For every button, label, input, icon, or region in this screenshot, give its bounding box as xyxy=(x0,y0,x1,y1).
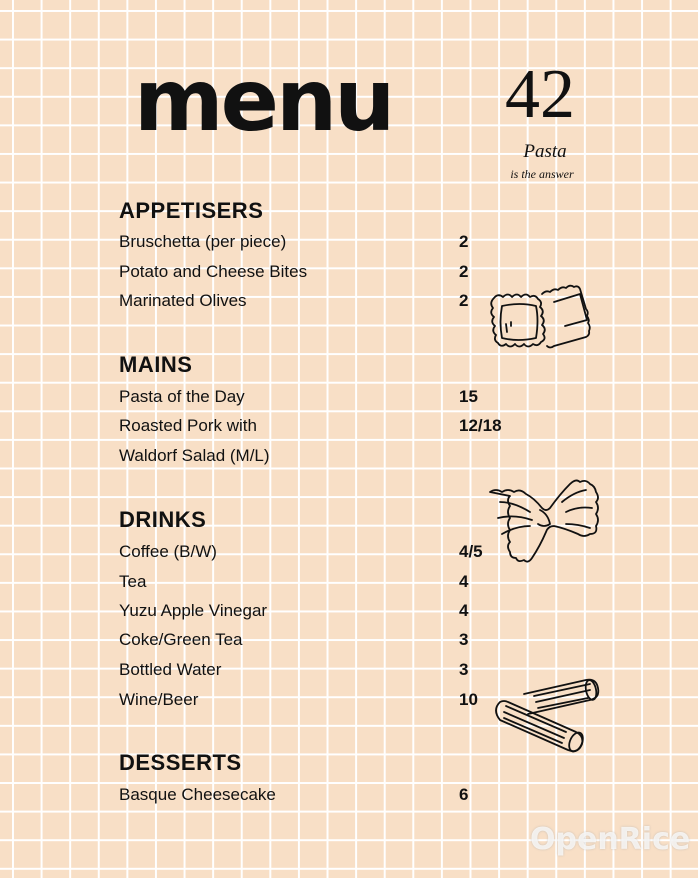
item-name: Tea xyxy=(119,572,147,591)
item-price: 2 xyxy=(459,232,469,251)
item-name: Marinated Olives xyxy=(119,291,247,310)
item-name: Waldorf Salad (M/L) xyxy=(119,446,270,465)
item-price: 4 xyxy=(459,572,469,591)
section-title-appetisers: APPETISERS xyxy=(119,198,264,223)
menu-item xyxy=(119,445,519,467)
brand-number: 42 xyxy=(505,56,575,133)
section-title-desserts: DESSERTS xyxy=(119,750,242,775)
section-title-drinks: DRINKS xyxy=(119,507,207,532)
menu-item xyxy=(119,689,519,711)
menu-item xyxy=(119,386,519,408)
item-name: Pasta of the Day xyxy=(119,387,245,406)
brand-tagline: is the answer xyxy=(510,167,574,181)
item-name: Bruschetta (per piece) xyxy=(119,232,287,251)
item-name: Roasted Pork with xyxy=(119,416,257,435)
item-price: 2 xyxy=(459,262,469,281)
item-name: Bottled Water xyxy=(119,660,222,679)
item-price: 10 xyxy=(459,690,478,709)
brand-word: Pasta xyxy=(523,141,567,162)
item-price: 15 xyxy=(459,387,478,406)
menu-item xyxy=(119,290,519,312)
menu-item xyxy=(119,629,519,651)
item-name: Yuzu Apple Vinegar xyxy=(119,601,268,620)
item-price: 6 xyxy=(459,785,469,804)
menu-item xyxy=(119,541,519,563)
item-name: Basque Cheesecake xyxy=(119,785,276,804)
menu-item xyxy=(119,659,519,681)
item-price: 2 xyxy=(459,291,469,310)
penne-illustration xyxy=(490,676,602,756)
menu-item xyxy=(119,231,519,253)
item-name: Coke/Green Tea xyxy=(119,630,243,649)
item-name: Wine/Beer xyxy=(119,690,199,709)
farfalle-illustration xyxy=(484,462,608,574)
menu-item xyxy=(119,261,519,283)
item-price: 3 xyxy=(459,660,469,679)
menu-item xyxy=(119,600,519,622)
item-price: 4 xyxy=(459,601,469,620)
menu-title: menu xyxy=(134,51,393,151)
section-title-mains: MAINS xyxy=(119,352,193,377)
item-name: Coffee (B/W) xyxy=(119,542,217,561)
item-name: Potato and Cheese Bites xyxy=(119,262,308,281)
item-price: 12/18 xyxy=(459,416,502,435)
item-price: 4/5 xyxy=(459,542,483,561)
menu-item xyxy=(119,415,519,437)
ravioli-illustration xyxy=(484,276,614,364)
menu-item xyxy=(119,784,519,806)
item-price: 3 xyxy=(459,630,469,649)
menu-item xyxy=(119,571,519,593)
openrice-watermark: OpenRice xyxy=(530,822,691,857)
